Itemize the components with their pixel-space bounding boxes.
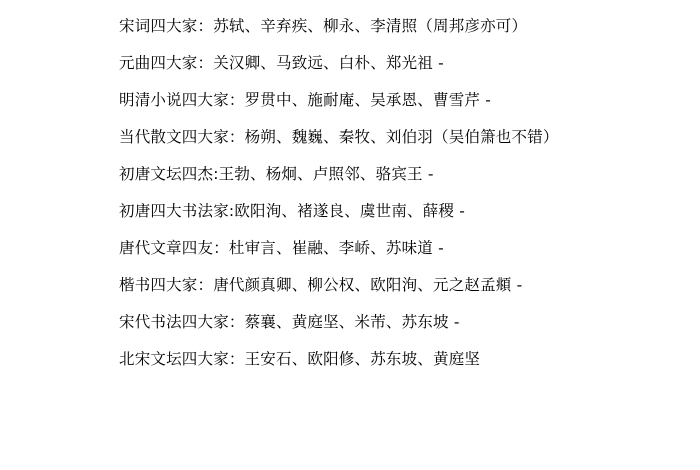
document-paragraph: 宋词四大家：苏轼、辛弃疾、柳永、李清照（周邦彦亦可） (119, 17, 528, 35)
document-paragraph: 初唐文坛四杰:王勃、杨炯、卢照邻、骆宾王 - (119, 165, 434, 183)
document-paragraph: 宋代书法四大家：蔡襄、黄庭坚、米芾、苏东坡 - (119, 313, 460, 331)
document-paragraph: 楷书四大家：唐代颜真卿、柳公权、欧阳洵、元之赵孟頫 - (119, 276, 523, 294)
document-paragraph: 当代散文四大家：杨朔、魏巍、秦牧、刘伯羽（吴伯箫也不错） (119, 128, 559, 146)
document-paragraph: 唐代文章四友：杜审言、崔融、李峤、苏味道 - (119, 239, 444, 257)
document-paragraph: 北宋文坛四大家：王安石、欧阳修、苏东坡、黄庭坚 (119, 350, 481, 368)
document-paragraph: 元曲四大家：关汉卿、马致远、白朴、郑光祖 - (119, 54, 444, 72)
document-paragraph: 初唐四大书法家:欧阳洵、褚遂良、虞世南、薛稷 - (119, 202, 466, 220)
document-paragraph: 明清小说四大家：罗贯中、施耐庵、吴承恩、曹雪芹 - (119, 91, 492, 109)
